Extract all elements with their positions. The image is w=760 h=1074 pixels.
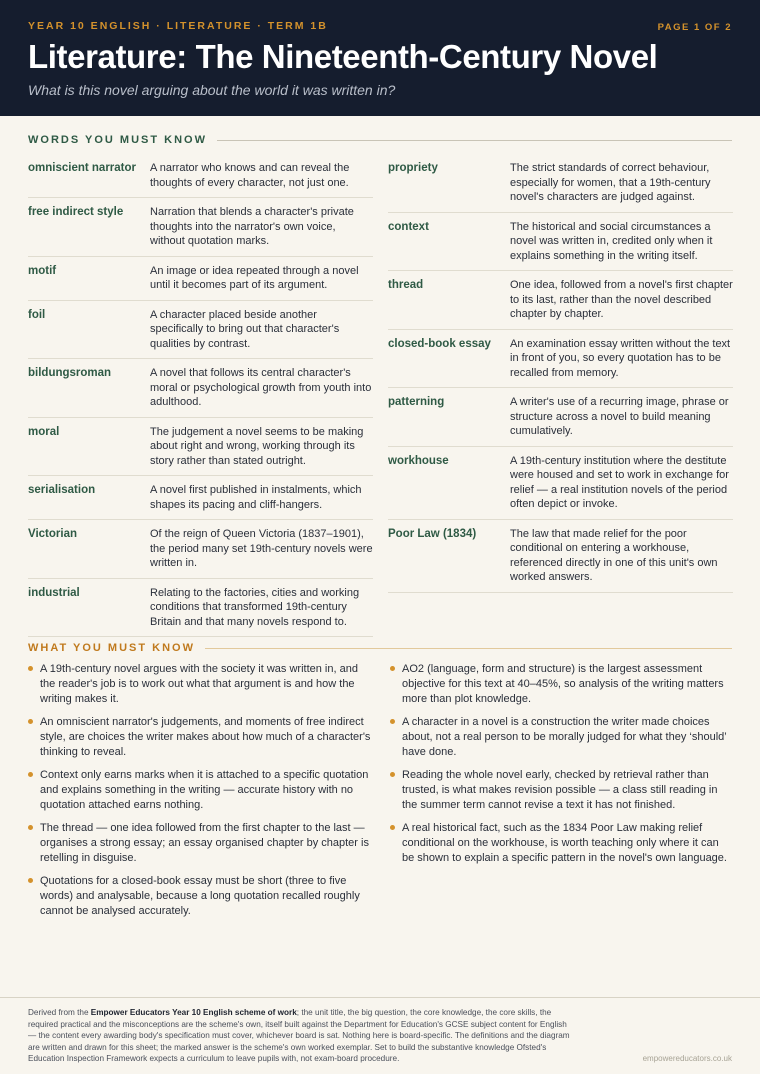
page-number: PAGE 1 OF 2 [657,22,732,33]
glossary-term: serialisation [28,484,96,496]
glossary-row [388,330,733,389]
glossary-definition: A writer's use of a recurring image, phrase or structure across a novel to build meaning cumulatively. [510,396,729,437]
glossary-heading-rule [217,140,732,141]
glossary-definition: Of the reign of Queen Victoria (1837–1901), the period many set 19th-century novels were written in. [150,528,373,569]
knowledge-heading-rule [205,648,732,649]
glossary-right-column [388,154,733,593]
glossary-left-column [28,154,373,637]
page-title: Literature: The Nineteenth-Century Novel [28,38,658,75]
glossary-row [388,271,733,330]
glossary-definition: The law that made relief for the poor conditional on entering a workhouse, referenced directly in one of this unit's own worked answers. [510,527,718,583]
knowledge-right-column [390,662,732,874]
glossary-term: workhouse [388,454,449,467]
glossary-term: Victorian [28,528,77,540]
glossary-term: free indirect style [28,206,124,218]
source-note-lead: Derived from the [28,1008,91,1017]
glossary-definition: A character placed beside another specifically to bring out that character's qualities by contrast. [150,308,340,350]
knowledge-left-column [28,662,374,927]
bullet-dot-icon [28,666,33,671]
bullet-dot-icon [390,772,395,777]
glossary-heading-label: WORDS YOU MUST KNOW [28,134,207,146]
knowledge-point-text: Quotations for a closed-book essay must be short (three to five words) and analysable, because a long quotation recalled roughly cannot be analysed accurately. [40,875,360,917]
glossary-row [388,213,733,272]
source-scheme: Empower Educators Year 10 English scheme of work [90,1008,297,1017]
knowledge-heading [28,642,732,654]
glossary-definition: A narrator who knows and can reveal the thoughts of every character, not just one. [150,162,350,189]
glossary-definition: The judgement a novel seems to be making about right and wrong, working through its story rather than stated outright. [150,425,364,467]
knowledge-point [28,874,374,919]
page-footer [0,997,760,1074]
knowledge-point [28,662,374,707]
glossary-term: closed-book essay [388,337,491,350]
glossary-term: bildungsroman [28,367,112,379]
bullet-dot-icon [28,772,33,777]
glossary-row [28,579,373,638]
glossary-definition: One idea, followed from a novel's first chapter to its last, rather than the novel described chapter by chapter. [510,279,733,320]
glossary-definition: The historical and social circumstances a novel was written in, credited only when it explains something in the writing itself. [510,220,713,262]
glossary-term: Poor Law (1834) [388,527,477,540]
glossary-definition: Narration that blends a character's private thoughts into the narrator's own voice, without quotation marks. [150,206,354,247]
glossary-row [388,520,733,593]
glossary-row [28,520,373,579]
knowledge-point [390,715,732,760]
knowledge-point-text: Reading the whole novel early, checked by retrieval rather than trusted, is what makes revision possible — a class still reading in the summer term cannot revise a text it has not finished. [402,769,718,811]
glossary-term: context [388,220,429,233]
knowledge-heading-label: WHAT YOU MUST KNOW [28,642,195,654]
knowledge-point-text: An omniscient narrator's judgements, and moments of free indirect style, are choices the writer makes about how much of a character's thinking to reveal. [40,716,371,758]
source-note-body: ; the unit title, the big question, the core knowledge, the core skills, the required practical and the misconceptions are the scheme's own, itself built against the Department for Education's GCSE subject content for English — the content every awarding body's specification must cover, whichever board is sat. Nothing here is board-specific. The definitions and the diagram are written and drawn for this sheet; the marked answer is the scheme's own worked exemplar. Set to build the substantive knowledge Ofsted's Education Inspection Framework expects a curriculum to leave pupils with, not exam-board procedure. [28,1008,570,1064]
glossary-definition: A novel that follows its central character's moral or psychological growth from youth into adulthood. [150,367,372,408]
glossary-row [28,301,373,360]
glossary-heading [28,134,732,146]
glossary-definition: A novel first published in instalments, which shapes its pacing and cliff-hangers. [150,484,362,511]
footer-url: empowereducators.co.uk [642,1054,732,1063]
glossary-definition: A 19th-century institution where the destitute were housed and set to work in exchange for relief — a real institution novels of the period often depict or invoke. [510,454,729,510]
glossary-term: foil [28,308,46,321]
knowledge-point-text: A character in a novel is a construction the writer made choices about, not a real person to be morally judged for what they ‘should’ have done. [402,716,727,758]
bullet-dot-icon [390,666,395,671]
bullet-dot-icon [28,878,33,883]
big-question: What is this novel arguing about the world it was written in? [28,82,396,98]
glossary-row [28,359,373,418]
knowledge-point [390,662,732,707]
glossary-term: omniscient narrator [28,162,136,174]
bullet-dot-icon [390,719,395,724]
glossary-definition: Relating to the factories, cities and working conditions that transformed 19th-century Britain and that many novels respond to. [150,586,360,628]
glossary-term: industrial [28,586,80,599]
knowledge-point-text: The thread — one idea followed from the first chapter to the last — organises a strong essay; an essay organised chapter by chapter is retelling in disguise. [40,822,369,864]
source-note [28,1007,576,1065]
glossary-term: thread [388,279,424,291]
glossary-definition: The strict standards of correct behaviour, especially for women, that a 19th-century novel's characters are judged against. [510,162,711,203]
glossary-row [28,154,373,198]
glossary-row [28,198,373,257]
knowledge-point [28,715,374,760]
knowledge-point [28,821,374,866]
glossary-row [28,476,373,520]
bullet-dot-icon [390,825,395,830]
glossary-term: propriety [388,162,438,174]
bullet-dot-icon [28,825,33,830]
glossary-row [388,447,733,520]
glossary-row [388,154,733,213]
knowledge-point-text: A real historical fact, such as the 1834 Poor Law making relief conditional on the workhouse, is worth teaching only where it can be shown to explain a specific pattern in the novel's own language. [402,822,727,864]
knowledge-point-text: AO2 (language, form and structure) is the largest assessment objective for this text at 40–45%, so analysis of the writing matters more than plot knowledge. [402,663,724,705]
knowledge-point-text: Context only earns marks when it is attached to a specific quotation and explains something in the writing — accurate history with no quotation attached earns nothing. [40,769,369,811]
knowledge-point-text: A 19th-century novel argues with the society it was written in, and the reader's job is to work out what that argument is and how the writing makes it. [40,663,358,705]
knowledge-point [28,768,374,813]
glossary-row [388,388,733,447]
page-header [0,0,760,116]
bullet-dot-icon [28,719,33,724]
glossary-term: moral [28,425,60,438]
knowledge-point [390,768,732,813]
glossary-term: patterning [388,396,445,408]
knowledge-point [390,821,732,866]
glossary-term: motif [28,264,57,277]
glossary-definition: An image or idea repeated through a novel until it becomes part of its argument. [150,264,359,291]
glossary-row [28,257,373,301]
course-kicker: YEAR 10 ENGLISH · LITERATURE · TERM 1B [28,20,328,32]
glossary-definition: An examination essay written without the text in front of you, so every quotation has to be recalled from memory. [510,337,731,379]
glossary-row [28,418,373,477]
